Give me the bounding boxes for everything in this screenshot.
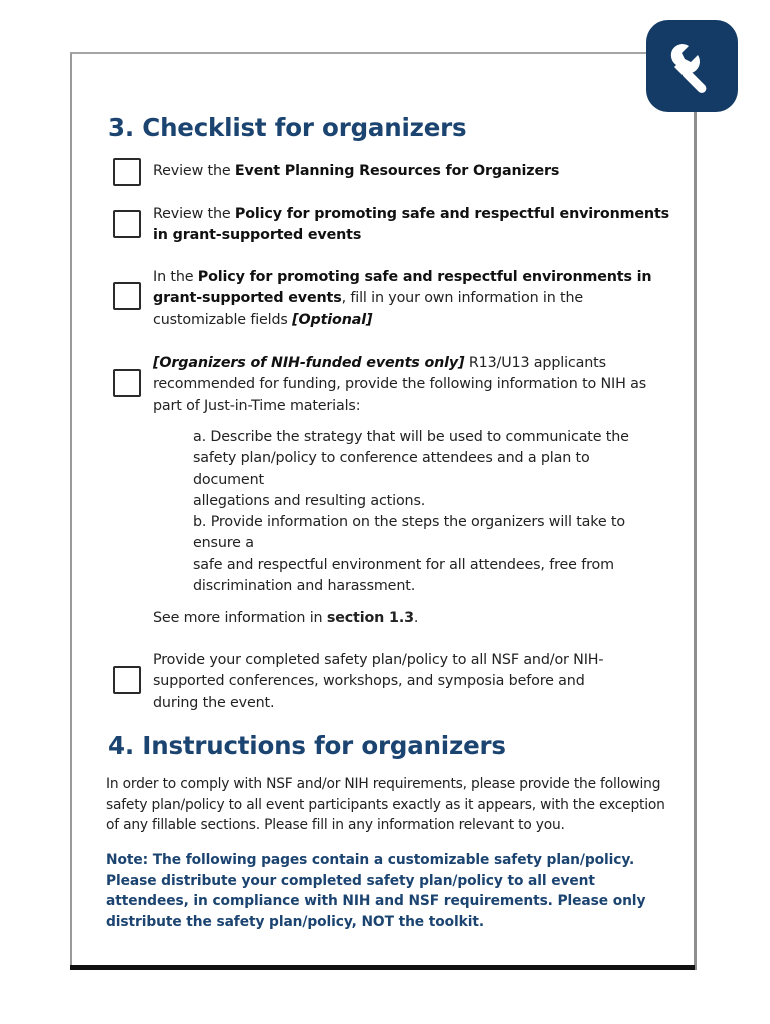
- section-reference: section 1.3: [326, 610, 414, 626]
- item-3-bold: Policy for promoting safe and respectful environments in grant-supported events: [153, 269, 652, 307]
- item-4-nih-only: [Organizers of NIH-funded events only]: [153, 355, 465, 371]
- item-2-pre: Review the: [153, 206, 235, 222]
- item-1-pre: Review the: [153, 163, 235, 179]
- wrench-icon: [662, 36, 722, 96]
- checklist-item-3-text: [153, 267, 678, 331]
- checkbox-4[interactable]: [113, 369, 141, 397]
- checkbox-1[interactable]: [113, 158, 141, 186]
- page-edge-shadow: [694, 110, 697, 970]
- item-3-post: , fill in your own information in the customizable fields: [153, 290, 584, 328]
- checklist-item-4-text: [153, 353, 678, 417]
- see-more-line: [153, 608, 418, 629]
- checklist-item-1-text: [153, 161, 678, 182]
- checkbox-2[interactable]: [113, 210, 141, 238]
- sub-a-line2: allegations and resulting actions.: [193, 492, 426, 509]
- tools-badge: [646, 20, 738, 112]
- sub-b-line2: safe and respectful environment for all attendees, free from discrimination and harassment.: [193, 556, 614, 595]
- see-pre: See more information in: [153, 610, 327, 626]
- item-1-bold: Event Planning Resources for Organizers: [234, 163, 560, 179]
- checkbox-3[interactable]: [113, 282, 141, 310]
- checklist-item-5-text: Provide your completed safety plan/policy to all NSF and/or NIH-supported conferences, workshops, and symposia before and during the event.: [153, 652, 604, 711]
- item-3-optional: [Optional]: [292, 311, 373, 328]
- instructions-heading: 4. Instructions for organizers: [108, 731, 506, 760]
- bottom-rule: [70, 965, 695, 970]
- item-4-sub-a: [193, 427, 653, 597]
- item-4-post: R13/U13 applicants recommended for funding, provide the following information to NIH as part of Just-in-Time materials:: [153, 355, 647, 414]
- sub-a-line1: a. Describe the strategy that will be used to communicate the safety plan/policy to conference attendees and a plan to document: [193, 429, 629, 488]
- checkbox-5[interactable]: [113, 666, 141, 694]
- checklist-heading: 3. Checklist for organizers: [108, 113, 467, 142]
- see-post: .: [413, 610, 419, 626]
- instructions-note: Note: The following pages contain a customizable safety plan/policy. Please distribute your completed safety plan/policy to all event attendees, in compliance with NIH and NSF requirements. Please only distribute the safety plan/policy, NOT the toolkit.: [106, 852, 646, 930]
- item-3-pre: In the: [153, 269, 198, 285]
- sub-b-line1: b. Provide information on the steps the organizers will take to ensure a: [193, 514, 625, 552]
- instructions-paragraph: In order to comply with NSF and/or NIH requirements, please provide the following safety plan/policy to all event participants exactly as it appears, with the exception of any fillable sections. Please fill in any information relevant to you.: [106, 776, 665, 833]
- item-2-bold: Policy for promoting safe and respectful environments in grant-supported events: [153, 206, 669, 244]
- checklist-item-2-text: [153, 204, 678, 247]
